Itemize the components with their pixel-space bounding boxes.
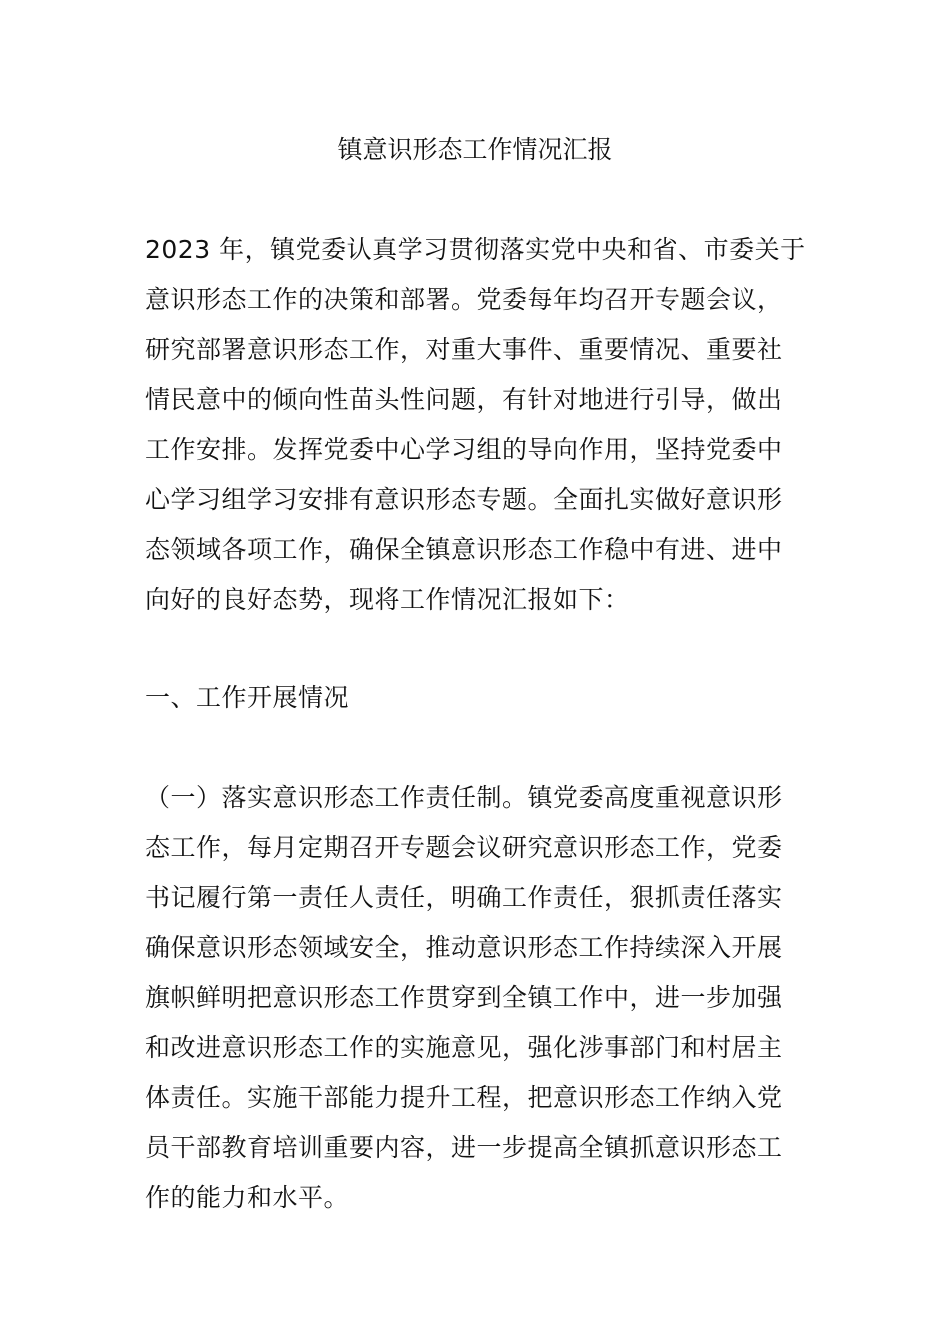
paragraph-line: 体责任。实施干部能力提升工程，把意识形态工作纳入党 <box>145 1083 783 1112</box>
section-paragraph <box>145 773 815 1223</box>
document-title: 镇意识形态工作情况汇报 <box>337 135 613 164</box>
paragraph-line: 和改进意识形态工作的实施意见，强化涉事部门和村居主 <box>145 1033 783 1062</box>
section-heading-text: 一、工作开展情况 <box>145 683 350 712</box>
paragraph-line: 作的能力和水平。 <box>145 1183 350 1212</box>
paragraph-line: 员干部教育培训重要内容，进一步提高全镇抓意识形态工 <box>145 1133 783 1162</box>
paragraph-line: 研究部署意识形态工作，对重大事件、重要情况、重要社 <box>145 335 783 364</box>
paragraph-line: 意识形态工作的决策和部署。党委每年均召开专题会议， <box>145 285 783 314</box>
paragraph-line: 态工作，每月定期召开专题会议研究意识形态工作，党委 <box>145 833 783 862</box>
intro-paragraph <box>145 225 815 625</box>
paragraph-line: 2023 年，镇党委认真学习贯彻落实党中央和省、市委关于 <box>145 235 806 264</box>
paragraph-line: 情民意中的倾向性苗头性问题，有针对地进行引导，做出 <box>145 385 783 414</box>
paragraph-line: 心学习组学习安排有意识形态专题。全面扎实做好意识形 <box>145 485 783 514</box>
paragraph-line: 工作安排。发挥党委中心学习组的导向作用，坚持党委中 <box>145 435 783 464</box>
paragraph-line: 书记履行第一责任人责任，明确工作责任，狠抓责任落实 <box>145 883 783 912</box>
paragraph-line: 确保意识形态领域安全，推动意识形态工作持续深入开展 <box>145 933 783 962</box>
section-heading <box>145 673 815 723</box>
paragraph-line: （一）落实意识形态工作责任制。镇党委高度重视意识形 <box>145 783 783 812</box>
paragraph-line: 旗帜鲜明把意识形态工作贯穿到全镇工作中，进一步加强 <box>145 983 783 1012</box>
paragraph-line: 态领域各项工作，确保全镇意识形态工作稳中有进、进中 <box>145 535 783 564</box>
paragraph-line: 向好的良好态势，现将工作情况汇报如下： <box>145 585 630 614</box>
